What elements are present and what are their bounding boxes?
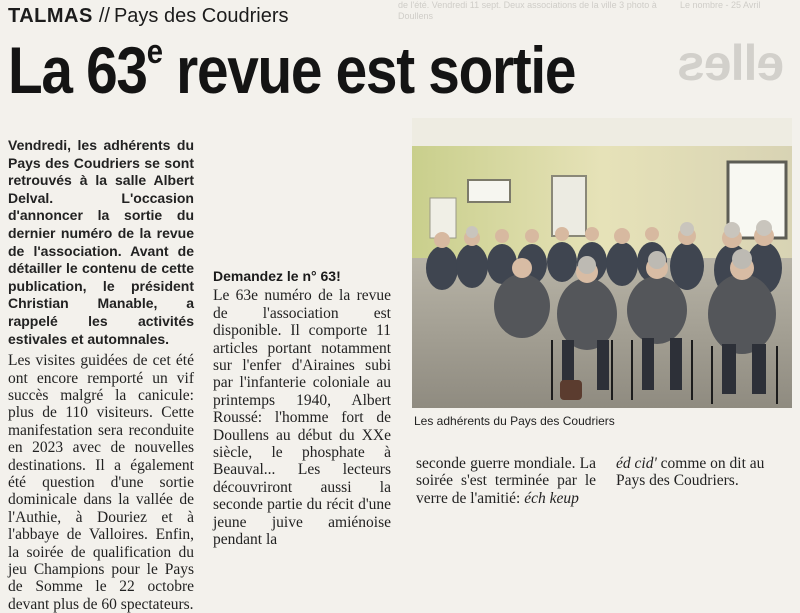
rubric-section: Pays des Coudriers <box>113 5 289 27</box>
bleed-through-text-left: de l'été. Vendredi 11 sept. Deux associations de la ville 3 photo à Doullens <box>398 0 657 21</box>
article-paragraph-3 <box>416 455 596 507</box>
column-3 <box>416 455 596 507</box>
article-paragraph-4-italic: éd cid' <box>616 455 657 472</box>
article-lead: Vendredi, les adhérents du Pays des Coudriers se sont retrouvés à la salle Albert Delval. L'occasion d'annoncer la sortie du dernier numéro de la revue de l'association. Avant de détailler le contenu de cette publication, le président Christian Manable, a rappelé les activités estivales et automnales. <box>8 137 194 347</box>
column-4 <box>616 455 794 490</box>
article-paragraph-3-italic: éch keup <box>524 489 579 507</box>
article-paragraph-4 <box>616 455 794 490</box>
headline-prefix: La 63 <box>8 33 147 107</box>
column-2-continuation-space <box>213 134 391 258</box>
headline-superscript: e <box>146 33 162 71</box>
article-paragraph-1: Les visites guidées de cet été ont encore remporté un vif succès malgré la canicule: plus de 110 visiteurs. Cette manifestation sera reconduite en 2023 avec de nouvelles destinations. Il a également été question d'une sortie dominicale dans la vallée de l'Authie, à Douriez et à l'abbaye de Valloires. Enfin, la soirée de qualification du jeu Champions pour le Pays de Somme le 22 octobre devant plus de 60 spectateurs. <box>8 352 194 613</box>
headline <box>8 30 575 110</box>
article-subhead: Demandez le n° 63! <box>213 268 341 284</box>
bleed-through-headline: elles <box>678 35 785 91</box>
rubric <box>8 4 289 28</box>
article-paragraph-3-text: seconde guerre mondiale. La soirée s'est terminée par le verre de l'amitié: <box>416 455 596 507</box>
rubric-town: TALMAS <box>8 5 93 27</box>
article-paragraph-4-text: comme on dit au Pays des Coudriers. <box>616 455 765 490</box>
rubric-separator: // <box>98 5 110 27</box>
article-photo <box>412 118 792 408</box>
bleed-through-text-right: Le nombre - 25 Avril <box>680 0 761 10</box>
headline-suffix: revue est sortie <box>161 33 576 107</box>
column-2 <box>213 134 391 549</box>
article-paragraph-2: Le 63e numéro de la revue de l'association est disponible. Il comporte 11 articles portant notamment sur l'enfer d'Airaines subi par l'infanterie coloniale au printemps 1940, Albert Roussé: l'homme fort de Doullens au début du XXe siècle, le phosphate à Beauval... Les lecteurs découvriront aussi la seconde partie du récit d'une jeune juive amiénoise pendant la <box>213 287 391 549</box>
column-1 <box>8 137 194 613</box>
audience-photo-illustration <box>412 118 792 408</box>
photo-caption: Les adhérents du Pays des Coudriers <box>414 414 615 428</box>
